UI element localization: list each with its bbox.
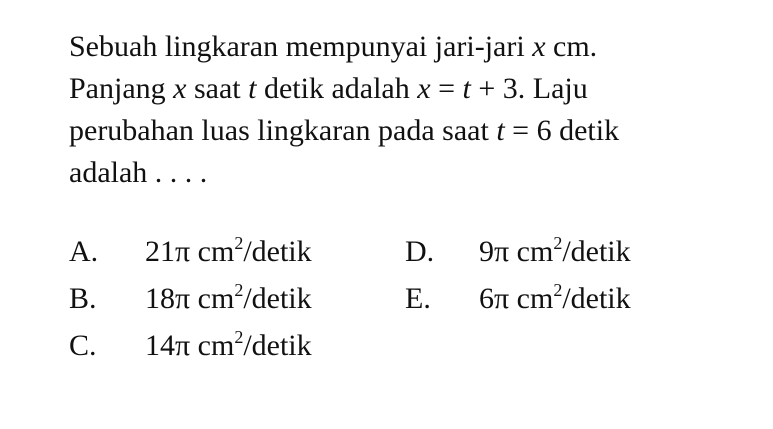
option-unit: cm [509,235,554,268]
option-c[interactable] [69,326,312,366]
option-exponent: 2 [553,233,563,253]
question-text-segment: = 6 detik [504,114,620,147]
option-d[interactable] [405,232,631,272]
question-text-segment: detik adalah [256,72,418,105]
question-line-3 [69,110,729,152]
option-unit: cm [190,235,235,268]
variable-x: x [532,30,546,63]
option-unit: cm [190,329,235,362]
option-rate: /detik [562,282,631,315]
option-coefficient: 9π [479,235,510,268]
question-text-segment: cm. [545,30,598,63]
option-b[interactable] [69,279,312,319]
option-value [479,282,631,315]
variable-t: t [462,72,471,105]
question-text-segment: saat [186,72,249,105]
option-a[interactable] [69,232,312,272]
question-text [69,26,729,194]
option-exponent: 2 [553,280,563,300]
option-value [145,235,312,268]
question-line-1 [69,26,729,68]
variable-t: t [248,72,257,105]
option-rate: /detik [243,235,312,268]
question-line-2 [69,68,729,110]
option-coefficient: 21π [145,235,191,268]
variable-t: t [496,114,505,147]
variable-x: x [417,72,431,105]
option-unit: cm [190,282,235,315]
question-text-segment: = [430,72,463,105]
option-value [145,282,312,315]
option-letter: E. [405,282,431,315]
option-letter: B. [69,282,97,315]
option-exponent: 2 [234,327,244,347]
question-text-segment: perubahan luas lingkaran pada saat [69,114,497,147]
option-letter: C. [69,329,97,362]
option-rate: /detik [243,282,312,315]
question-text-segment: Sebuah lingkaran mempunyai jari-jari [69,30,533,63]
option-e[interactable] [405,279,631,319]
option-exponent: 2 [234,233,244,253]
question-line-4 [69,152,729,194]
option-value [145,329,312,362]
question-text-segment: + 3. Laju [470,72,588,105]
option-exponent: 2 [234,280,244,300]
option-coefficient: 18π [145,282,191,315]
option-letter: D. [405,235,435,268]
option-value [479,235,631,268]
question-text-segment: adalah . . . . [69,156,208,189]
option-rate: /detik [243,329,312,362]
option-letter: A. [69,235,99,268]
option-rate: /detik [562,235,631,268]
option-coefficient: 14π [145,329,191,362]
variable-x: x [173,72,187,105]
option-coefficient: 6π [479,282,510,315]
option-unit: cm [509,282,554,315]
question-text-segment: Panjang [69,72,174,105]
